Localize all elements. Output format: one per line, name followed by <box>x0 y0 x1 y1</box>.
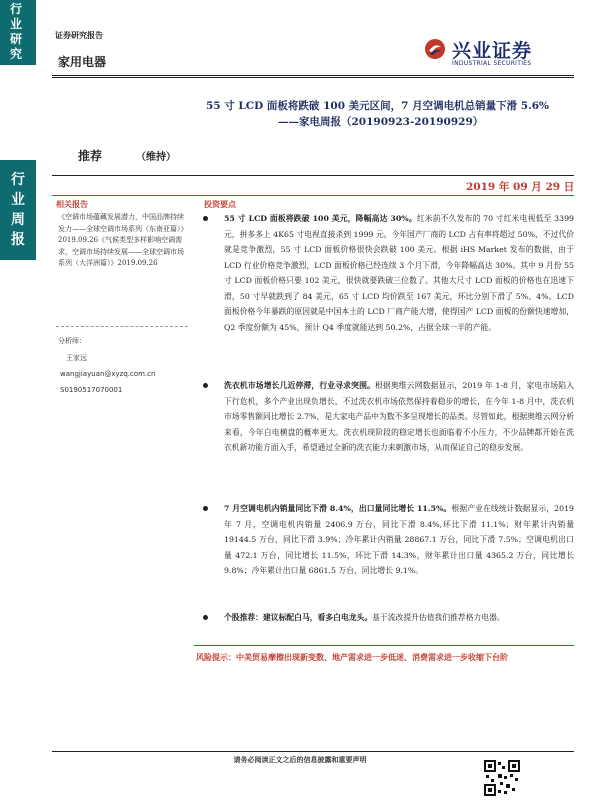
footer-disclaimer: 请务必阅读正文之后的信息披露和重要声明 <box>233 755 367 764</box>
report-type: 证券研究报告 <box>55 31 103 40</box>
analyst-email: wangjiayuan@xyzq.com.cn <box>60 370 156 378</box>
header-divider-secondary <box>52 77 574 78</box>
bullet-point <box>204 610 574 626</box>
footer-divider <box>52 751 574 752</box>
company-logo-english: INDUSTRIAL SECURITIES <box>452 60 532 67</box>
report-date: 2019 年 09 月 29 日 <box>466 181 575 193</box>
bullet-lead: 洗衣机市场增长几近停滞，行业寻求突围。 <box>224 381 375 390</box>
bullet-lead: 55 寸 LCD 面板将跌破 100 美元，降幅高达 30%。 <box>224 214 417 223</box>
bullet-body: 红米前不久发布的 70 寸红米电视低至 3399 元，拼多多上 4K65 寸电视直接杀到 1999 元。今年国产厂商的 LCD 占有率将超过 50%，不过代价就是竞争激烈，55 寸 LCD 面板价格很快会跌破 100 美元。根据 iHS Market 发布的数据，由于 LCD 行业价格竞争激烈，LCD 面板价格已经连续 3 个月下滑，今年降幅高达 30%。其中 9 月份 55 寸 LCD 面板价格只要 102 美元，很快就要跌破三位数了。其他大尺寸 LCD 面板的价格也在迅速下滑，50 寸早就跌到了 84 美元，65 寸 LCD 均价跌至 167 美元，环比分别下滑了 5%、4%。LCD 面板价格今年暴跌的原因就是中国本土的 LCD 厂商产能大增，使得国产 LCD 面板的份额快速增加，Q2 季度份额为 45%，预计 Q4 季度就能达到 50.2%，占据全球一半的产能。 <box>224 214 574 332</box>
side-divider <box>56 326 188 327</box>
related-reports-list: 《空调市场蕴藏发展潜力，中国品牌持续发力——全球空调市场系列（东南亚篇）》2019.09.26《气候类型多样影响空调需求，空调市场持续发展——全球空调市场系列（大洋洲篇）》2019.09.26 <box>58 213 188 267</box>
bullet-body: 根据奥维云网数据显示，2019 年 1-8 月，家电市场陷入下行危机，多个产业出现负增长，不过洗衣机市场依然保持着稳步的增长，在今年 1-8 月中，洗衣机市场零售额同比增长 2.7%，是大家电产品中为数不多呈现增长的品类。尽管如此，根据奥维云网分析来看，今年白电横盘的概率更大。洗衣机现阶段的稳定增长也面临着不小压力，不少品牌都开始在洗衣机新功能方面入手，希望通过全新的洗衣能力来刺激市场，从而保证自己的稳步发展。 <box>224 381 574 452</box>
sidebar-mid-label: 行业周报 <box>11 172 25 248</box>
rating-modifier: （维持） <box>136 152 176 163</box>
bullet-point <box>204 501 574 579</box>
report-title: 55 寸 LCD 面板将跌破 100 美元区间，7 月空调电机总销量下滑 5.6% <box>206 100 550 112</box>
bullet-point <box>204 211 574 335</box>
risk-warning: 风险提示：中美贸易摩擦出现新变数、地产需求进一步低迷、消费需求进一步收缩下台阶 <box>196 652 508 662</box>
bullet-lead: 个股推荐：建议标配白马，看多白电龙头。 <box>224 613 373 622</box>
industry-category: 家用电器 <box>58 55 107 69</box>
company-logo-icon <box>424 38 446 60</box>
bullet-body: 基于流改提升估值我们推荐格力电器。 <box>372 613 505 622</box>
investment-points-title: 投资要点 <box>204 200 236 209</box>
date-divider <box>52 195 574 196</box>
bullet-lead: 7 月空调电机内销量同比下滑 8.4%，出口量同比增长 11.5%。 <box>224 504 452 513</box>
rating-divider <box>52 175 574 176</box>
analyst-label: 分析师： <box>58 337 86 345</box>
analyst-certificate: S0190517070001 <box>60 386 123 394</box>
bullet-point <box>204 378 574 456</box>
qr-code-icon <box>484 760 520 796</box>
bullet-body: 根据产业在线统计数据显示，2019 年 7 月，空调电机内销量 2406.9 万台，同比下滑 8.4%,环比下滑 11.1%；财年累计内销量 19144.5 万台，同比下滑 3.9%；冷年累计内销量 28867.1 万台，同比下滑 7.5%；空调电机出口量 472.1 万台，同比增长 11.5%，环比下滑 14.3%，财年累计出口量 4365.2 万台，同比增长 9.8%；冷年累计出口量 6861.5 万台，同比增长 9.1%。 <box>224 504 574 575</box>
related-reports-title: 相关报告 <box>56 200 88 209</box>
sidebar-top-label: 行业研究 <box>9 2 22 61</box>
risk-divider <box>194 645 574 646</box>
company-logo-name: 兴业证券 <box>452 40 533 62</box>
report-subtitle: ——家电周报（20190923-20190929） <box>278 116 484 128</box>
analyst-name: 王家远 <box>66 354 87 362</box>
header-divider <box>52 75 574 76</box>
rating-label: 推荐 <box>78 149 103 163</box>
